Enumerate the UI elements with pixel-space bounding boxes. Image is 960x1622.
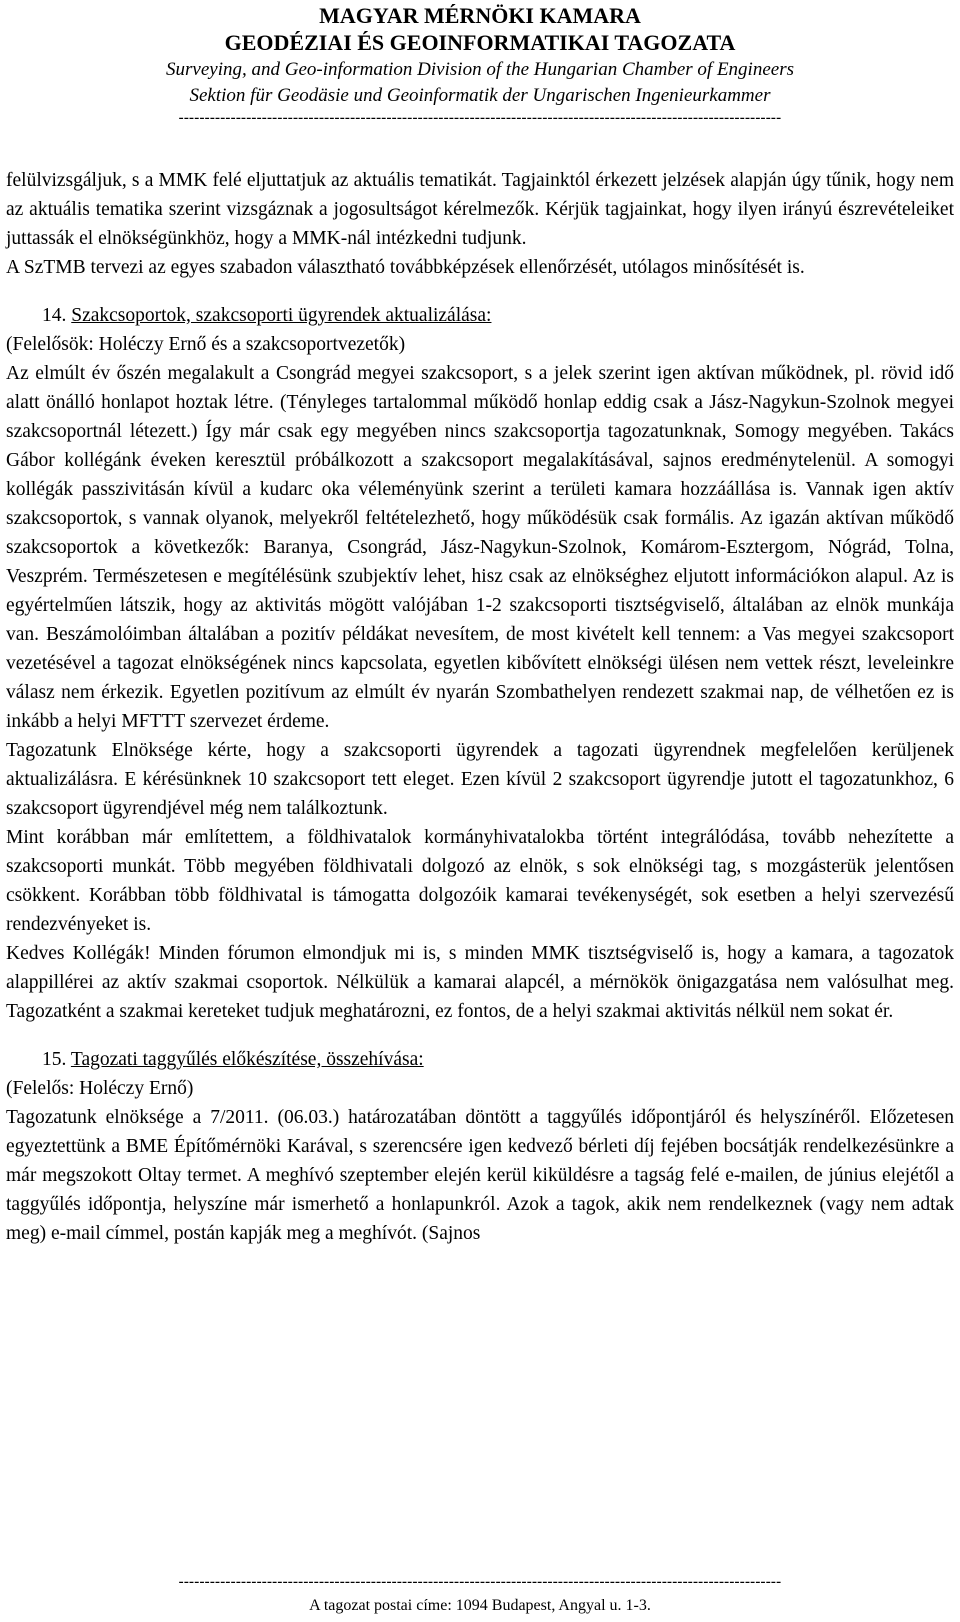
footer-rule: --------------------------------------------------------------------------------------------------------------------: [178, 1574, 782, 1590]
paragraph: Mint korábban már említettem, a földhivatalok kormányhivatalokba történt integrálódása, tovább nehezítette a szakcsoporti munkát. Több megyében földhivatali dolgozó az elnök, s sok elnökségi tag, s mozgásterük jelentősen csökkent. Korábban több földhivatal is támogatta dolgozóik kamarai tevékenységét, sok esetben a helyi szervezésű rendezvényeket is.: [6, 827, 954, 935]
section-15-heading: [6, 1045, 954, 1074]
division-name: GEODÉZIAI ÉS GEOINFORMATIKAI TAGOZATA: [224, 30, 736, 55]
spacer: [6, 1026, 954, 1045]
division-name-english: Surveying, and Geo-information Division of the Hungarian Chamber of Engineers: [166, 59, 794, 80]
paragraph: Tagozatunk elnöksége a 7/2011. (06.03.) határozatában döntött a taggyűlés időpontjáról és helyszínéről. Előzetesen egyeztettünk a BME Építőmérnöki Karával, s szerencsére igen kedvező bérleti díj fejében bocsátják rendelkezésünkre a már megszokott Oltay termet. A meghívó szeptember elején kerül kiküldésre a tagság felé e-mailen, de június elejétől a taggyűlés időpontja, helyszíne már ismerhető a honlapunkról. Azok a tagok, akik nem rendelkeznek (vagy nem adtak meg) e-mail címmel, postán kapják meg a meghívót. (Sajnos: [6, 1107, 954, 1244]
header-rule: --------------------------------------------------------------------------------------------------------------------: [178, 110, 782, 126]
section-title: Tagozati taggyűlés előkészítése, összehívása:: [70, 1049, 424, 1070]
section-number: 14.: [42, 305, 67, 326]
document-body: [6, 166, 954, 1248]
paragraph: Tagozatunk Elnöksége kérte, hogy a szakcsoporti ügyrendek a tagozati ügyrendnek megfelelően kerüljenek aktualizálásra. E kérésünknek 10 szakcsoport tett eleget. Ezen kívül 2 szakcsoport ügyrendje jutott el tagozatunkhoz, 6 szakcsoport ügyrendjével még nem találkoztunk.: [6, 740, 954, 819]
paragraph: felülvizsgáljuk, s a MMK felé eljuttatjuk az aktuális tematikát. Tagjainktól érkezett jelzések alapján úgy tűnik, hogy nem az aktuális tematika szerint vizsgáznak a jogosultságot kérelmezők. Kérjük tagjainkat, hogy ilyen irányú észrevételeiket juttassák el elnökségünkhöz, hogy a MMK-nál intézkedni tudjunk.: [6, 170, 954, 249]
section-responsible: (Felelős: Holéczy Ernő): [6, 1078, 194, 1099]
postal-address: A tagozat postai címe: 1094 Budapest, Angyal u. 1-3.: [309, 1597, 651, 1614]
section-responsible: (Felelősök: Holéczy Ernő és a szakcsoportvezetők): [6, 334, 406, 355]
spacer: [6, 282, 954, 301]
org-name: MAGYAR MÉRNÖKI KAMARA: [319, 3, 641, 28]
paragraph: A SzTMB tervezi az egyes szabadon választható továbbképzések ellenőrzését, utólagos minősítését is.: [6, 257, 805, 278]
section-number: 15.: [42, 1049, 67, 1070]
paragraph: Az elmúlt év őszén megalakult a Csongrád megyei szakcsoport, s a jelek szerint igen aktívan működnek, pl. rövid idő alatt önálló honlapot hoztak létre. (Tényleges tartalommal működő honlap eddig csak a Jász-Nagykun-Szolnok megyei szakcsoportnál létezett.) Így már csak egy megyében nincs szakcsoportja tagozatunknak, Somogy megyében. Takács Gábor kollégánk éveken keresztül próbálkozott a szakcsoport megalakításával, sajnos eredménytelenül. A somogyi kollégák passzivitásán kívül a kudarc oka véleményünk szerint a területi kamara hozzáállása is. Vannak igen aktív szakcsoportok, s vannak olyanok, melyekről feltételezhető, hogy működésük csak formális. Az igazán aktívan működő szakcsoportok a következők: Baranya, Csongrád, Jász-Nagykun-Szolnok, Komárom-Esztergom, Nógrád, Tolna, Veszprém. Természetesen e megítélésünk szubjektív lehet, hisz csak az elnökséghez eljutott információkon alapul. Az is egyértelműen látszik, hogy az aktivitás mögött valójában 1-2 szakcsoporti tisztségviselő, általában az elnök munkája van. Beszámolóimban általában a pozitív példákat nevesítem, de most kivételt kell tennem: a Vas megyei szakcsoport vezetésével a tagozat elnökségének nincs kapcsolata, egyetlen kibővített elnökségi ülésen nem vettek részt, leveleinkre válasz nem érkezik. Egyetlen pozitívum az elmúlt év nyarán Szombathelyen rendezett szakmai nap, de vélhetően ez is inkább a helyi MFTTT szervezet érdeme.: [6, 363, 954, 732]
page-footer: [0, 1574, 960, 1618]
section-14-heading: [6, 301, 954, 330]
division-name-german: Sektion für Geodäsie und Geoinformatik der Ungarischen Ingenieurkammer: [189, 85, 771, 106]
section-title: Szakcsoportok, szakcsoporti ügyrendek aktualizálása:: [71, 305, 492, 326]
paragraph: Kedves Kollégák! Minden fórumon elmondjuk mi is, s minden MMK tisztségviselő is, hogy a kamara, a tagozatok alappillérei az aktív szakmai csoportok. Nélkülük a kamarai alapcél, a mérnökök önigazgatása nem valósulhat meg. Tagozatként a szakmai kereteket tudjuk meghatározni, ez fontos, de a helyi szakmai aktivitás nélkül nem sokat ér.: [6, 943, 954, 1022]
letterhead: [0, 0, 960, 127]
